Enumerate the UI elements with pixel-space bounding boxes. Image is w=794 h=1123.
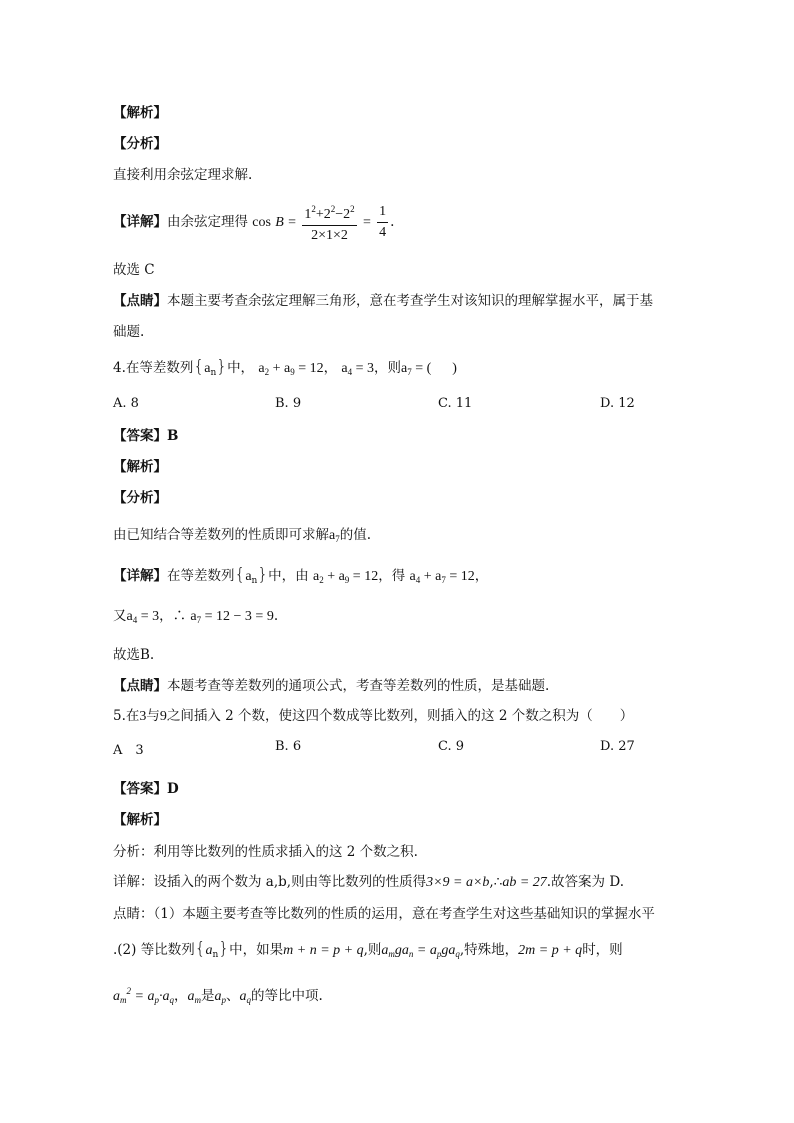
cos-text: cos [252,215,271,230]
q4-fenxi: 【分析】 [113,490,167,506]
equals-sign-2: = [362,215,371,230]
q5-dianjing-line-2: .(2) 等比数列$\{a_n\}$中，如果m + n = p + q,则$a_mga_n = a_pga_q$,特殊地，2m = p + q时，则 [113,939,623,960]
q5-answer: 【答案】D [113,781,179,797]
q5-jiexi: 【解析】 [113,812,167,828]
q4-dianjing: 【点睛】本题考查等差数列的通项公式，考查等差数列的性质，是基础题. [113,678,550,694]
analysis-text: 直接利用余弦定理求解. [113,167,253,183]
q4-detail-line-1: 【详解】在等差数列$\{a_n\}$中，由 $a_2 + a_9 = 12$，得 $a_4 + a_7 = 12$， [113,565,489,586]
question-4-stem: 4.在等差数列$\{a_n\}$中， $a_2 + a_9 = 12$， $a_4 = 3$，则$a_7$ = ( ) [113,357,457,378]
q4-detail-line-2: 又$a_4 = 3$，∴ $a_7 = 12 - 3 = 9$. [113,608,279,625]
q5-option-c: C. 9 [438,739,465,754]
q4-option-b: B. 9 [275,396,302,411]
section-heading-fenxi: 【分析】 [113,136,167,152]
q4-jiexi: 【解析】 [113,459,167,475]
q5-option-a: A 3 [113,743,144,758]
q4-analysis: 由已知结合等差数列的性质即可求解$a_7$的值. [113,527,372,544]
q5-dianjing-line-3: $a_m^2 = a_p\cdot a_q$，$a_m$是$a_p$、$a_q$的等比中项. [113,986,323,1005]
choose-line: 故选 C [113,262,155,278]
fraction-denominator: 2×1×2 [311,228,348,243]
detail-line: 【详解】由余弦定理得 cos B = $\frac{1^2+2^2-2^2}{2\times 1\times 2}$ = $\frac{1}{4}$ . [113,200,394,245]
dianjing-line-2: 础题. [113,324,145,340]
q4-option-c: C. 11 [438,396,473,411]
result-fraction: $\frac{1}{4}$ [379,204,387,240]
q5-dianjing-line-1: 点睛：（1）本题主要考查等比数列的性质的运用，意在考查学生对这些基础知识的掌握水平 [113,906,655,922]
angle-b: B [275,215,284,230]
question-5-stem: 5.在3与9之间插入 2 个数，使这四个数成等比数列，则插入的这 2 个数之积为（ ） [113,708,634,724]
dianjing-line-1: 【点睛】本题主要考查余弦定理解三角形，意在考查学生对该知识的理解掌握水平，属于基 [113,293,653,309]
q5-option-d: D. 27 [600,739,635,754]
q5-analysis: 分析：利用等比数列的性质求插入的这 2 个数之积. [113,844,418,860]
equals-sign: = [288,215,297,230]
q5-detail: 详解：设插入的两个数为 a,b,则由等比数列的性质得3×9 = a×b,∴ab = 27.故答案为 D. [113,874,624,890]
q4-choose: 故选B. [113,647,155,663]
cosine-fraction [302,200,356,245]
detail-label: 【详解】 [113,214,167,230]
fraction-numerator: $1^2+2^2-2^2$ [302,200,356,226]
q4-option-d: D. 12 [600,396,635,411]
detail-text: 由余弦定理得 [167,214,248,230]
q4-option-a: A. 8 [113,396,139,411]
q4-answer: 【答案】B [113,428,179,444]
section-heading-jiexi: 【解析】 [113,105,167,121]
q5-option-b: B. 6 [275,739,302,754]
